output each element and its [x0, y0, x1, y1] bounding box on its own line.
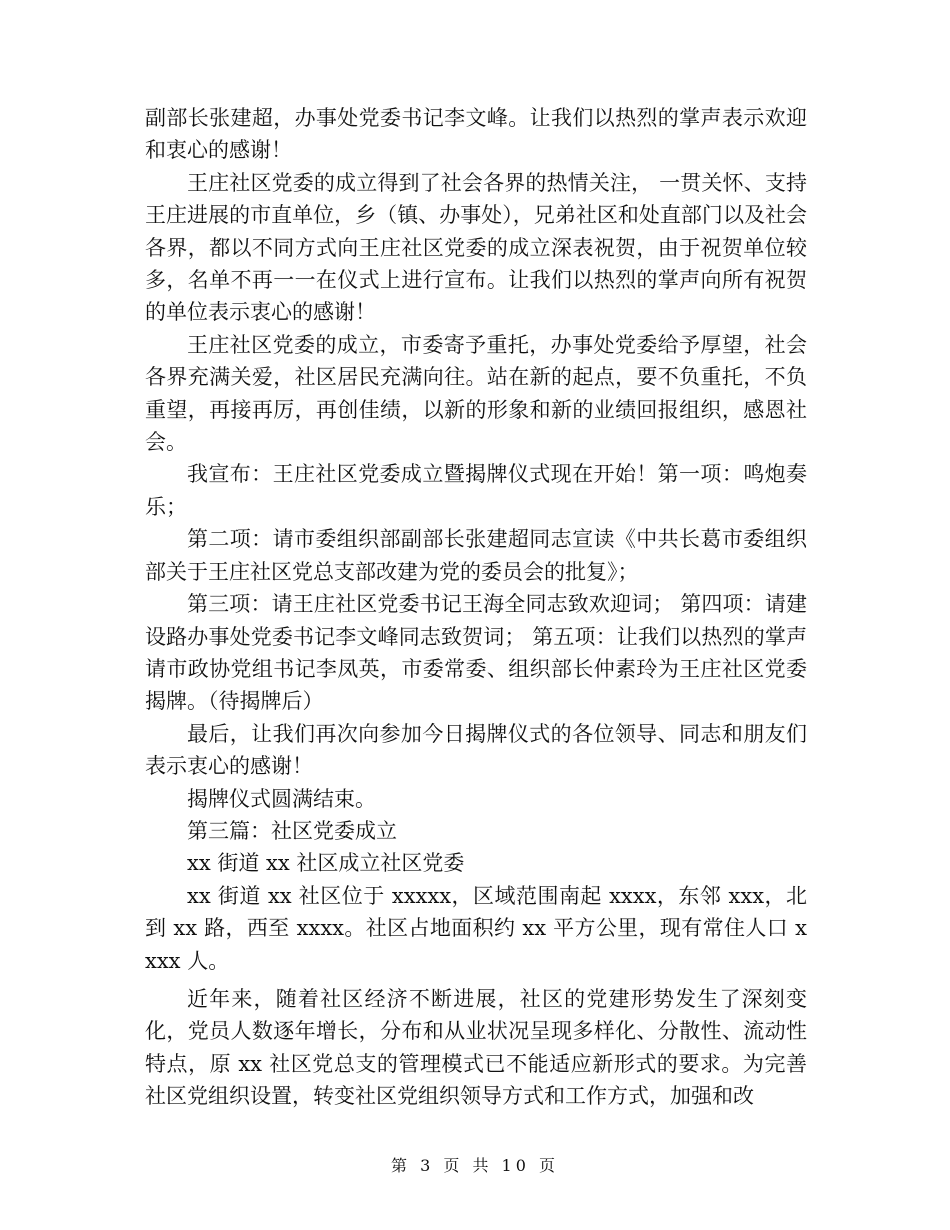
document-body [145, 102, 807, 1113]
paragraph-12: 近年来，随着社区经济不断进展，社区的党建形势发生了深刻变化，党员人数逐年增长，分布和从业状况呈现多样化、分散性、流动性特点，原 xx 社区党总支的管理模式已不能适应新形式的要求。为完善社区党组织设置，转变社区党组织领导方式和工作方式，加强和改 [145, 986, 807, 1109]
paragraph-5: 第二项：请市委组织部副部长张建超同志宣读《中共长葛市委组织部关于王庄社区党总支部改建为党的委员会的批复》； [145, 527, 807, 584]
section-heading: 第三篇：社区党委成立 [187, 818, 397, 843]
paragraph-1: 副部长张建超，办事处党委书记李文峰。让我们以热烈的掌声表示欢迎和衷心的感谢！ [145, 106, 807, 163]
paragraph-2: 王庄社区党委的成立得到了社会各界的热情关注， 一贯关怀、支持王庄进展的市直单位，乡（镇、办事处），兄弟社区和处直部门以及社会各界，都以不同方式向王庄社区党委的成立深表祝贺，由于祝贺单位较多，名单不再一一在仪式上进行宣布。让我们以热烈的掌声向所有祝贺的单位表示衷心的感谢！ [145, 170, 807, 325]
article-title: xx 街道 xx 社区成立社区党委 [187, 851, 465, 876]
paragraph-8: 揭牌仪式圆满结束。 [187, 786, 376, 811]
paragraph-3: 王庄社区党委的成立，市委寄予重托，办事处党委给予厚望，社会各界充满关爱，社区居民充满向往。站在新的起点，要不负重托，不负重望，再接再厉，再创佳绩，以新的形象和新的业绩回报组织，感恩社会。 [145, 332, 807, 455]
paragraph-4: 我宣布：王庄社区党委成立暨揭牌仪式现在开始！第一项：鸣炮奏乐； [145, 462, 807, 519]
paragraph-11: xx 街道 xx 社区位于 xxxxx，区域范围南起 xxxx，东邻 xxx，北到 xx 路，西至 xxxx。社区占地面积约 xx 平方公里，现有常住人口 xxxx 人。 [145, 883, 807, 973]
paragraph-6: 第三项：请王庄社区党委书记王海全同志致欢迎词； 第四项：请建设路办事处党委书记李文峰同志致贺词； 第五项：让我们以热烈的掌声请市政协党组书记李凤英，市委常委、组织部长仲素玲为王庄社区党委揭牌。（待揭牌后） [145, 592, 807, 714]
page-footer: 第 3 页 共 10 页 [391, 1156, 559, 1175]
paragraph-7: 最后，让我们再次向参加今日揭牌仪式的各位领导、同志和朋友们表示衷心的感谢！ [145, 721, 807, 779]
